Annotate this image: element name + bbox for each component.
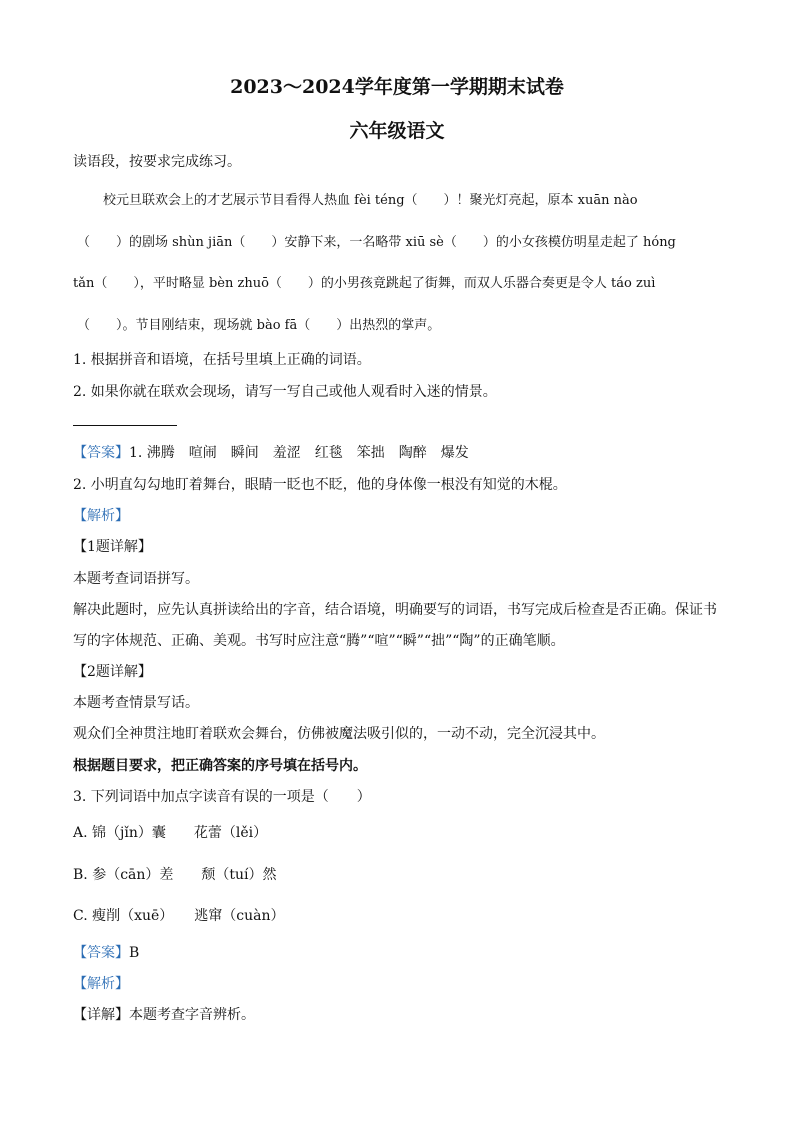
answer-tag: 【答案】	[73, 445, 129, 461]
option-a: A. 锦（jǐn）囊 花蕾（lěi）	[73, 825, 268, 841]
option-b: B. 参（cān）差 颓（tuí）然	[73, 867, 277, 883]
detail-block-3	[73, 1004, 255, 1024]
answer-text-3: B	[129, 945, 140, 961]
option-c: C. 瘦削（xuē） 逃窜（cuàn）	[73, 908, 285, 924]
answer-text: 1. 沸腾 喧闹 瞬间 羞涩 红毯 笨拙 陶醉 爆发	[129, 445, 469, 461]
detail-2-paragraph-1: 本题考查情景写话。	[73, 695, 199, 711]
detail-2-paragraph-2: 观众们全神贯注地盯着联欢会舞台，仿佛被魔法吸引似的，一动不动，完全沉浸其中。	[73, 726, 605, 742]
grade-subject-title: 六年级语文	[349, 120, 445, 142]
analysis-tag-3: 【解析】	[73, 976, 129, 992]
section-heading: 根据题目要求，把正确答案的序号填在括号内。	[73, 758, 367, 774]
detail-text-3: 本题考查字音辨析。	[129, 1007, 255, 1023]
question-1: 1. 根据拼音和语境，在括号里填上正确的词语。	[73, 352, 371, 368]
analysis-tag: 【解析】	[73, 508, 129, 524]
detail-2-tag: 【2题详解】	[73, 664, 152, 680]
answer-line-2: 2. 小明直勾勾地盯着舞台，眼睛一眨也不眨，他的身体像一根没有知觉的木棍。	[73, 477, 567, 493]
passage-instruction: 读语段，按要求完成练习。	[73, 154, 241, 170]
detail-1-paragraph-1: 本题考查词语拼写。	[73, 571, 199, 587]
passage-line-2: （ ）的剧场 shùn jiān（ ）安静下来，一名略带 xiū sè（ ）的小女孩模仿明星走起了 hóng	[77, 235, 676, 250]
divider	[73, 425, 177, 426]
detail-tag-3: 【详解】	[73, 1007, 129, 1023]
answer-tag-3: 【答案】	[73, 945, 129, 961]
exam-title: 2023～2024学年度第一学期期末试卷	[230, 76, 564, 98]
passage-line-1: 校元旦联欢会上的才艺展示节目看得人热血 fèi téng（ ）！聚光灯亮起，原本 xuān nào	[103, 193, 638, 208]
passage-line-4: （ ）。节目刚结束，现场就 bào fā（ ）出热烈的掌声。	[77, 318, 441, 333]
detail-1-paragraph-2-line-1: 解决此题时，应先认真拼读给出的字音，结合语境，明确要写的词语，书写完成后检查是否正确。保证书	[73, 602, 717, 618]
question-3: 3. 下列词语中加点字读音有误的一项是（ ）	[73, 789, 371, 805]
detail-1-tag: 【1题详解】	[73, 539, 152, 555]
answer-block-3	[73, 942, 139, 962]
question-2: 2. 如果你就在联欢会现场，请写一写自己或他人观看时入迷的情景。	[73, 384, 497, 400]
answer-block-1	[73, 442, 469, 462]
passage-line-3: tǎn（ ），平时略显 bèn zhuō（ ）的小男孩竟跳起了街舞，而双人乐器合奏更是令人 táo zuì	[73, 276, 656, 291]
detail-1-paragraph-2-line-2: 写的字体规范、正确、美观。书写时应注意“腾”“喧”“瞬”“拙”“陶”的正确笔顺。	[73, 633, 565, 649]
